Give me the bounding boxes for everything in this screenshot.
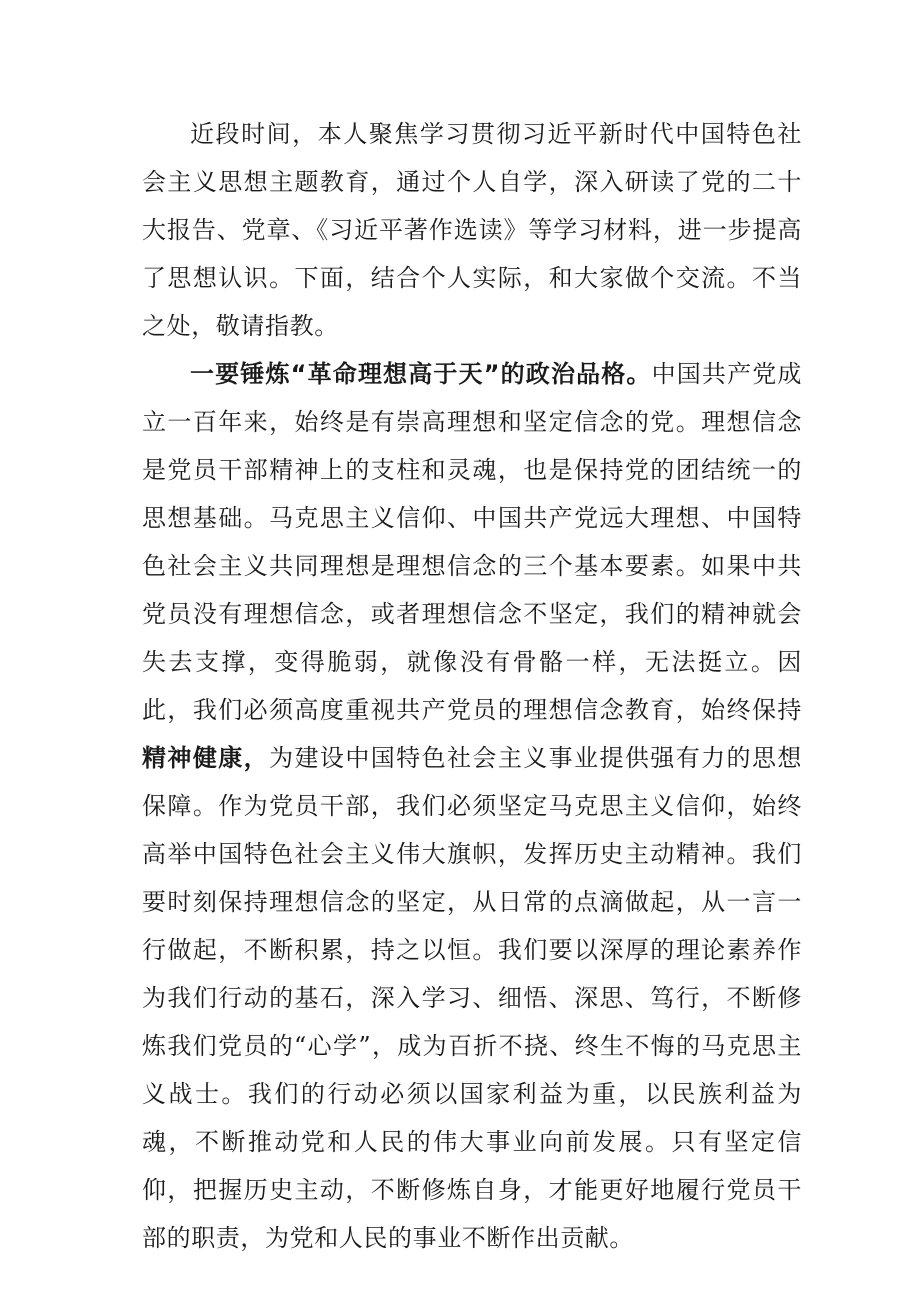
document-body — [142, 110, 802, 1262]
section-one-text-part1: 中国共产党成立一百年来，始终是有崇高理想和坚定信念的党。理想信念是党员干部精神上的支柱和灵魂，也是保持党的团结统一的思想基础。马克思主义信仰、中国共产党远大理想、中国特色社会主义共同理想是理想信念的三个基本要素。如果中共党员没有理想信念，或者理想信念不坚定，我们的精神就会失去支撑，变得脆弱，就像没有骨骼一样，无法挺立。因此，我们必须高度重视共产党员的理想信念教育，始终保持 — [142, 360, 802, 724]
section-one-paragraph — [142, 350, 802, 1262]
intro-paragraph — [142, 110, 802, 350]
section-one-emphasis: 精神健康， — [142, 744, 270, 772]
intro-text: 近段时间，本人聚焦学习贯彻习近平新时代中国特色社会主义思想主题教育，通过个人自学，深入研读了党的二十大报告、党章、《习近平著作选读》等学习材料，进一步提高了思想认识。下面，结合个人实际，和大家做个交流。不当之处，敬请指教。 — [142, 120, 802, 340]
section-one-heading: 一要锤炼“革命理想高于天”的政治品格。 — [190, 360, 652, 388]
section-one-text-part2: 为建设中国特色社会主义事业提供强有力的思想保障。作为党员干部，我们必须坚定马克思主义信仰，始终高举中国特色社会主义伟大旗帜，发挥历史主动精神。我们要时刻保持理想信念的坚定，从日常的点滴做起，从一言一行做起，不断积累，持之以恒。我们要以深厚的理论素养作为我们行动的基石，深入学习、细悟、深思、笃行，不断修炼我们党员的“心学”，成为百折不挠、终生不悔的马克思主义战士。我们的行动必须以国家利益为重，以民族利益为魂，不断推动党和人民的伟大事业向前发展。只有坚定信仰，把握历史主动，不断修炼自身，才能更好地履行党员干部的职责，为党和人民的事业不断作出贡献。 — [142, 744, 802, 1252]
